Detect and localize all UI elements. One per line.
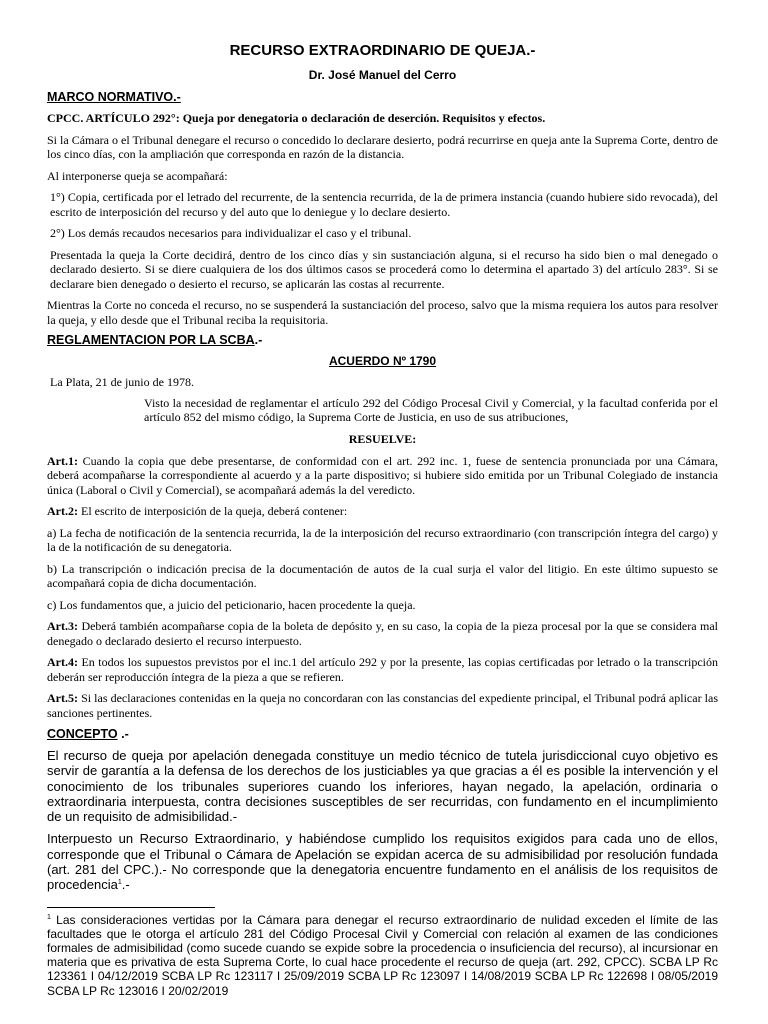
section-heading-marco	[47, 89, 718, 106]
heading-text: CONCEPTO	[47, 727, 118, 741]
footnote-separator	[47, 907, 215, 908]
article-label: Art.1:	[47, 453, 78, 468]
article-text: Deberá también acompañarse copia de la boleta de depósito y, en su caso, la copia de la pieza procesal por la que se considera mal denegado o declarado desierto el recurso interpuesto.	[47, 619, 718, 648]
document-title: RECURSO EXTRAORDINARIO DE QUEJA.-	[229, 42, 536, 59]
footnote-reference[interactable]: 1	[117, 879, 122, 887]
article-4	[47, 655, 718, 684]
acuerdo-title: ACUERDO Nº 1790	[328, 354, 437, 368]
paragraph: Presentada la queja la Corte decidirá, dentro de los cinco días y sin sustanciación alguna, si el recurso ha sido bien o mal denegado o declarado desierto. Si se diere cualquiera de los dos últimos casos se procederá como lo determina el apartado 3) del artículo 283°. Si se declarare bien denegado o desierto el recurso, se aplicarán las costas al recurrente.	[50, 247, 718, 291]
heading-suffix: .-	[254, 333, 263, 347]
article-label: Art.5:	[47, 691, 78, 705]
article-text: En todos los supuestos previstos por el inc.1 del artículo 292 y por la presente, las copias certificadas por letrado o la transcripción deberán ser reproducción íntegra de la pieza a que se refieren.	[47, 655, 718, 684]
resuelve-heading: RESUELVE:	[348, 431, 417, 446]
section-heading-reglamentacion	[47, 332, 718, 349]
paragraph: El recurso de queja por apelación denegada constituye un medio técnico de tutela jurisdiccional cuyo objetivo es servir de garantía a la defensa de los derechos de los justiciables ya que gracias a él es posible la intervención y el conocimiento de los tribunales superiores cuando los inferiores, hayan negado, la apelación, ordinaria o extraordinaria interpuesta, contra decisiones susceptibles de ser recurridas, con fundamento en el incumplimiento de un requisito de admisibilidad.-	[47, 748, 718, 825]
article-2-item-a: a) La fecha de notificación de la sentencia recurrida, la de la interposición del recurso extraordinario (con transcripción íntegra del cargo) y la de la notificación de su denegatoria.	[47, 525, 718, 554]
heading-text: REGLAMENTACION POR LA SCBA	[47, 333, 255, 347]
paragraph	[47, 831, 718, 892]
article-text: Si las declaraciones contenidas en la queja no concordaran con las constancias del expediente principal, el Tribunal podrá aplicar las sanciones pertinentes.	[47, 691, 718, 720]
article-5	[47, 691, 718, 720]
article-text: El escrito de interposición de la queja, deberá contener:	[77, 504, 348, 518]
visto-text: Visto la necesidad de reglamentar el artículo 292 del Código Procesal Civil y Comercial, y la facultad conferida por el artículo 852 del mismo código, la Suprema Corte de Justicia, en uso de sus atribuciones,	[144, 395, 718, 424]
article-title: CPCC. ARTÍCULO 292°: Queja por denegatoria o declaración de deserción. Requisitos y efectos.	[47, 111, 546, 125]
heading-suffix: .-	[117, 727, 129, 741]
article-text: Cuando la copia que debe presentarse, de conformidad con el art. 292 inc. 1, fuese de sentencia pronunciada por una Cámara, deberá acompañarse la correspondiente al acuerdo y a la parte dispositivo; si hubiere sido emitida por un Tribunal Colegiado de instancia única (Laboral o Civil y Comercial), se acompañará además la del veredicto.	[47, 453, 718, 497]
article-label: Art.3:	[47, 619, 78, 633]
paragraph: 2°) Los demás recaudos necesarios para individualizar el caso y el tribunal.	[50, 226, 412, 240]
article-2	[47, 504, 718, 519]
paragraph: Si la Cámara o el Tribunal denegare el recurso o concedido lo declarare desierto, podrá recurrirse en queja ante la Suprema Corte, dentro de los cinco días, con la ampliación que corresponda en razón de la distancia.	[47, 132, 718, 161]
article-3	[47, 619, 718, 648]
heading-text: MARCO NORMATIVO.-	[47, 90, 181, 104]
paragraph-end: .-	[121, 877, 130, 893]
article-2-item-c: c) Los fundamentos que, a juicio del peticionario, hacen procedente la queja.	[47, 597, 416, 612]
article-label: Art.2:	[47, 504, 78, 518]
paragraph: Mientras la Corte no conceda el recurso, no se suspenderá la sustanciación del proceso, salvo que la misma requiera los autos para resolver la queja, y ello desde que el Tribunal reciba la requisitoria.	[47, 298, 718, 327]
article-1	[47, 454, 718, 498]
document-page	[47, 41, 718, 998]
article-label: Art.4:	[47, 655, 78, 669]
paragraph: 1°) Copia, certificada por el letrado del recurrente, de la sentencia recurrida, de la de primera instancia (cuando hubiere sido revocada), del escrito de interposición del recurso y del auto que lo deniegue y lo declare desierto.	[50, 190, 718, 219]
footnote-text: Las consideraciones vertidas por la Cámara para denegar el recurso extraordinario de nulidad exceden el límite de las facultades que le otorga el artículo 281 del Código Procesal Civil y Comercial con relación al examen de las condiciones formales de admisibilidad (como sucede cuando se expide sobre la procedencia o insuficiencia del recurso), al incursionar en materia que es privativa de esta Suprema Corte, lo cual hace procedente el recurso de queja (art. 292, CPCC). SCBA LP Rc 123361 I 04/12/2019 SCBA LP Rc 123117 I 25/09/2019 SCBA LP Rc 123097 I 14/08/2019 SCBA LP Rc 122698 I 08/05/2019 SCBA LP Rc 123016 I 20/02/2019	[47, 912, 718, 998]
document-author: Dr. José Manuel del Cerro	[308, 68, 457, 82]
paragraph: Al interponerse queja se acompañará:	[47, 168, 228, 183]
section-heading-concepto	[47, 726, 718, 743]
article-2-item-b: b) La transcripción o indicación precisa de la documentación de autos de la cual surja el valor del litigio. En este último supuesto se acompañará copia de dicha documentación.	[47, 561, 718, 590]
footnote-mark: 1	[47, 913, 51, 921]
footnote	[47, 913, 718, 998]
date-line: La Plata, 21 de junio de 1978.	[50, 375, 194, 389]
paragraph-visto	[47, 396, 718, 425]
paragraph-text: Interpuesto un Recurso Extraordinario, y habiéndose cumplido los requisitos exigidos para cada uno de ellos, corresponde que el Tribunal o Cámara de Apelación se expidan acerca de su admisibilidad por resolución fundada (art. 281 del CPC.).- No corresponde que la denegatoria encuentre fundamento en el análisis de los requisitos de procedencia	[47, 831, 718, 893]
